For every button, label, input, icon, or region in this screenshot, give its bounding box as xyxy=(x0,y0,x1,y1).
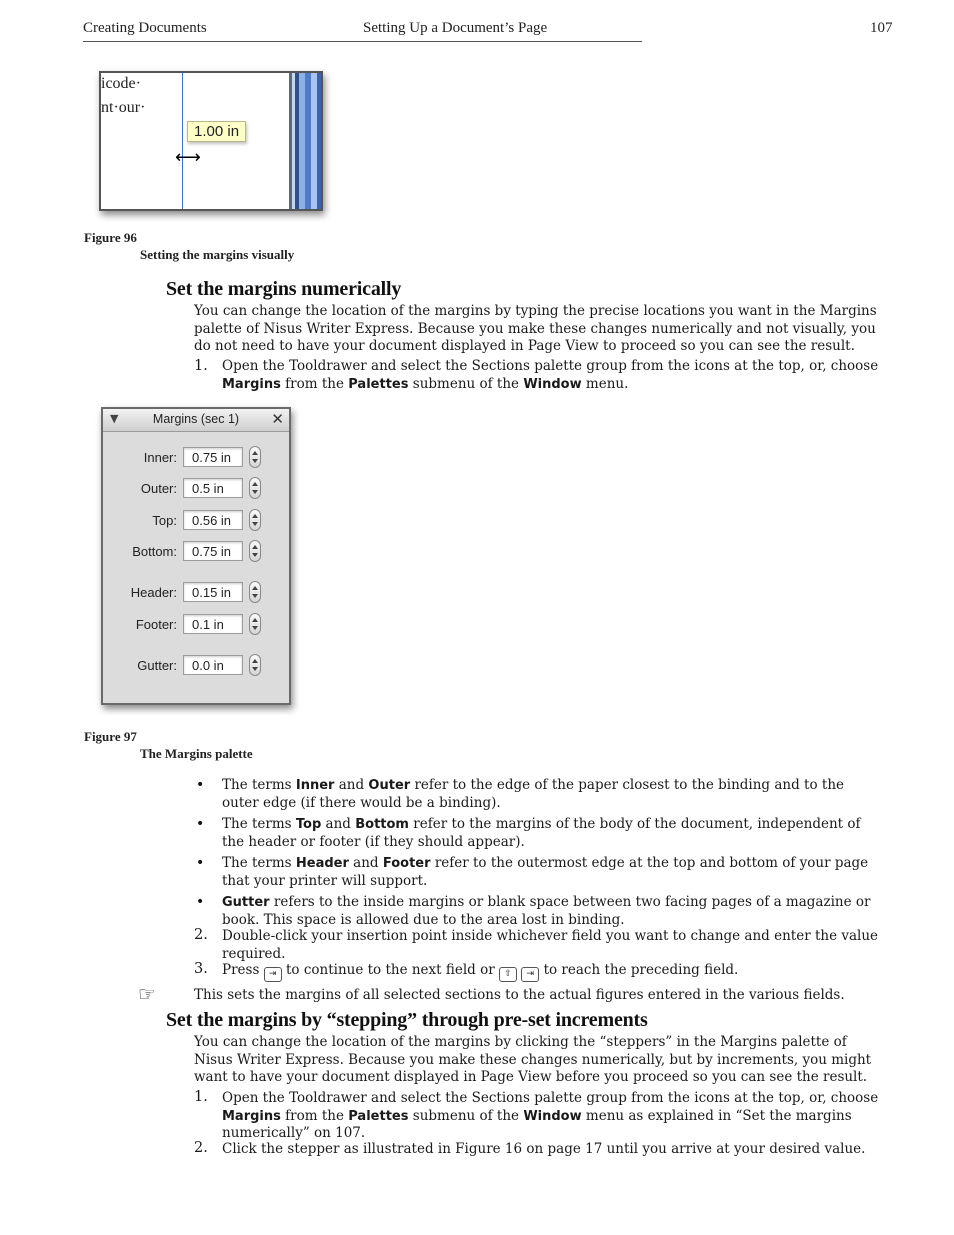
section2-intro: You can change the location of the margins by clicking the “steppers” in the Margins palette of Nisus Writer Express. Because you make these changes numerically, but by increments, you might want to have your document displayed in Page View before you proceed so you can see the result. xyxy=(194,1034,872,1085)
bullet-item: The terms Top and Bottom refer to the margins of the body of the document, independent of the header or footer (if they should appear). xyxy=(222,816,861,850)
bullet-icon: • xyxy=(196,816,205,832)
inner-stepper[interactable] xyxy=(249,446,261,468)
header-rule xyxy=(83,41,642,42)
shift-key-icon: ⇧ xyxy=(499,967,517,982)
outer-stepper[interactable] xyxy=(249,477,261,499)
section1-step1: Open the Tooldrawer and select the Sections palette group from the icons at the top, or, choose Margins from the Palettes submenu of the Window menu. xyxy=(222,358,879,392)
window-edge xyxy=(289,73,321,209)
section2-step2: Click the stepper as illustrated in Figure 16 on page 17 until you arrive at your desired value. xyxy=(222,1141,866,1157)
bullet-item: Gutter refers to the inside margins or blank space between two facing pages of a magazine or book. This space is allowed due to the area lost in binding. xyxy=(222,894,871,928)
bullet-icon: • xyxy=(196,855,205,871)
tab-key-icon: ⇥ xyxy=(521,967,539,982)
margin-row-header xyxy=(103,582,289,604)
margin-row-footer xyxy=(103,614,289,636)
resize-cursor-icon: ⟷ xyxy=(175,147,201,168)
bottom-stepper[interactable] xyxy=(249,540,261,562)
margin-row-outer xyxy=(103,478,289,500)
figure-96-label: Figure 96 xyxy=(84,230,137,245)
field-label: Gutter: xyxy=(137,658,177,673)
step-number: 3. xyxy=(194,961,208,977)
bullet-item: The terms Header and Footer refer to the outermost edge at the top and bottom of your page that your printer will support. xyxy=(222,855,869,889)
figure-96-image xyxy=(99,71,323,211)
margin-row-top xyxy=(103,510,289,532)
field-label: Footer: xyxy=(135,617,177,632)
figure-97-caption: The Margins palette xyxy=(140,746,253,761)
section-heading-numerically: Set the margins numerically xyxy=(166,278,402,300)
header-margin-input[interactable]: 0.15 in xyxy=(183,582,243,602)
bullet-item: The terms Inner and Outer refer to the edge of the paper closest to the binding and to the outer edge (if there would be a binding). xyxy=(222,777,844,811)
bullet-icon: • xyxy=(196,777,205,793)
footer-margin-input[interactable]: 0.1 in xyxy=(183,614,243,634)
close-icon[interactable]: ✕ xyxy=(271,410,284,428)
field-label: Inner: xyxy=(143,450,177,465)
keyword: Window xyxy=(523,376,582,392)
step-number: 2. xyxy=(194,1140,208,1156)
top-stepper[interactable] xyxy=(249,509,261,531)
running-header-section: Creating Documents xyxy=(83,20,207,36)
palette-titlebar[interactable] xyxy=(103,409,289,432)
field-label: Header: xyxy=(130,585,177,600)
step-number: 2. xyxy=(194,927,208,943)
margin-guide-line xyxy=(182,73,183,209)
pointing-hand-icon: ☞ xyxy=(138,982,156,1006)
document-text-line: icode· xyxy=(101,75,141,92)
section1-intro: You can change the location of the margins by typing the precise locations you want in the Margins palette of Nisus Writer Express. Because you make these changes numerically and not visually, you do not need to have your document displayed in Page View to proceed so you can see the result. xyxy=(194,303,877,354)
keyword: Palettes xyxy=(348,376,409,392)
keyword: Margins xyxy=(222,376,281,392)
margin-row-gutter xyxy=(103,655,289,677)
running-header-topic: Setting Up a Document’s Page xyxy=(363,20,548,36)
document-text-line: nt·our· xyxy=(101,99,146,116)
inner-margin-input[interactable]: 0.75 in xyxy=(183,447,243,467)
figure-96-caption: Setting the margins visually xyxy=(140,247,295,262)
tab-key-icon: ⇥ xyxy=(264,967,282,982)
section-heading-stepping: Set the margins by “stepping” through pre-set increments xyxy=(166,1009,648,1031)
step-2-text: Double-click your insertion point inside whichever field you want to change and enter the value required. xyxy=(222,928,879,962)
field-label: Top: xyxy=(152,513,177,528)
field-label: Bottom: xyxy=(132,544,177,559)
outer-margin-input[interactable]: 0.5 in xyxy=(183,478,243,498)
margins-palette xyxy=(101,407,291,705)
gutter-margin-input[interactable]: 0.0 in xyxy=(183,655,243,675)
top-margin-input[interactable]: 0.56 in xyxy=(183,510,243,530)
section2-step1: Open the Tooldrawer and select the Sections palette group from the icons at the top, or, choose Margins from the Palettes submenu of the Window menu as explained in “Set the margins numerically” on 107. xyxy=(222,1090,879,1141)
step-number: 1. xyxy=(194,358,208,374)
gutter-stepper[interactable] xyxy=(249,654,261,676)
header-stepper[interactable] xyxy=(249,581,261,603)
bottom-margin-input[interactable]: 0.75 in xyxy=(183,541,243,561)
page-number: 107 xyxy=(870,20,893,36)
field-label: Outer: xyxy=(140,481,177,496)
note-text: This sets the margins of all selected sections to the actual figures entered in the various fields. xyxy=(194,987,845,1003)
margin-tooltip: 1.00 in xyxy=(187,121,246,142)
margin-row-bottom xyxy=(103,541,289,563)
disclosure-triangle-icon[interactable]: ▼ xyxy=(110,412,119,425)
footer-stepper[interactable] xyxy=(249,613,261,635)
bullet-icon: • xyxy=(196,894,205,910)
palette-title: Margins (sec 1) xyxy=(152,412,240,426)
step-3-text: Press ⇥ to continue to the next field or ⇧ ⇥ to reach the preceding field. xyxy=(222,962,884,982)
figure-97-label: Figure 97 xyxy=(84,729,137,744)
margin-row-inner xyxy=(103,447,289,469)
step-number: 1. xyxy=(194,1089,208,1105)
